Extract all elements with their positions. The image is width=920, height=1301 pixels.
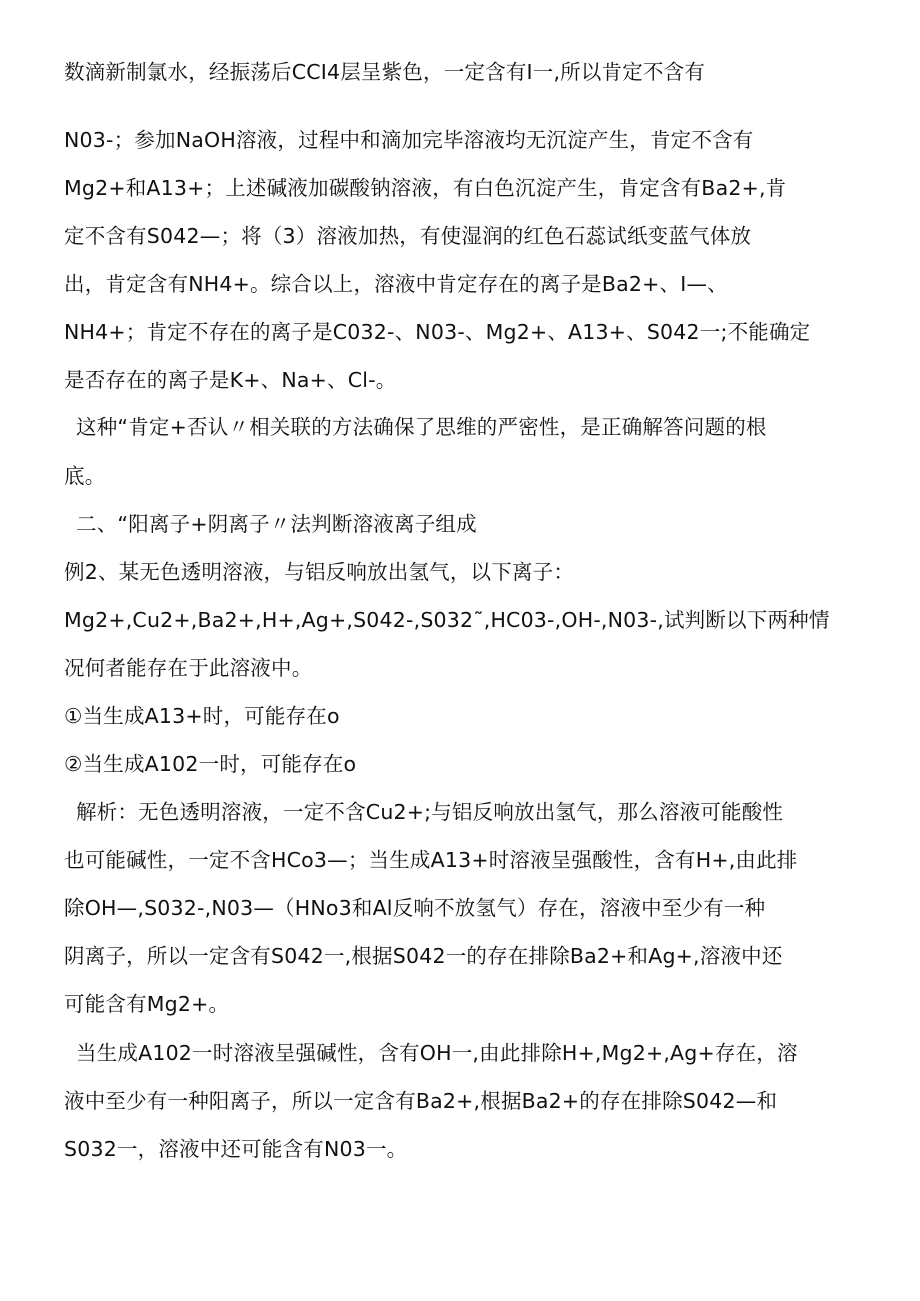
text-line: 也可能碱性，一定不含HCo3—；当生成A13+时溶液呈强酸性，含有H+,由此排 <box>64 848 798 872</box>
text-line: 液中至少有一种阳离子，所以一定含有Ba2+,根据Ba2+的存在排除S042—和 <box>64 1089 778 1113</box>
text-line: 除OH—,S032-,N03—（HNo3和Al反响不放氢气）存在，溶液中至少有一种 <box>64 896 766 920</box>
text-line: S032一，溶液中还可能含有N03一。 <box>64 1137 408 1161</box>
section-heading: 二、“阳离子+阴离子〃法判断溶液离子组成 <box>76 512 477 536</box>
question-item: ②当生成A102一时，可能存在o <box>64 752 357 776</box>
text-line: 底。 <box>64 464 106 488</box>
text-line: 出，肯定含有NH4+。综合以上，溶液中肯定存在的离子是Ba2+、I—、 <box>64 272 728 296</box>
example-title: 例2、某无色透明溶液，与铝反响放出氢气，以下离子： <box>64 560 575 584</box>
text-line: NH4+；肯定不存在的离子是C032-、N03-、Mg2+、A13+、S042一;不能确定 <box>64 320 811 344</box>
text-line: 解析：无色透明溶液，一定不含Cu2+;与铝反响放出氢气，那么溶液可能酸性 <box>76 800 784 824</box>
text-line: Mg2+,Cu2+,Ba2+,H+,Ag+,S042-,S032˜,HC03-,OH-,N03-,试判断以下两种情 <box>64 608 830 632</box>
text-line: 定不含有S042—；将（3）溶液加热，有使湿润的红色石蕊试纸变蓝气体放 <box>64 224 752 248</box>
question-item: ①当生成A13+时，可能存在o <box>64 704 340 728</box>
text-line: 这种“肯定+否认〃相关联的方法确保了思维的严密性，是正确解答问题的根 <box>76 415 767 439</box>
text-line: 是否存在的离子是K+、Na+、Cl-。 <box>64 368 397 392</box>
text-line: Mg2+和A13+；上述碱液加碳酸钠溶液，有白色沉淀产生，肯定含有Ba2+,肯 <box>64 176 787 200</box>
text-line: 数滴新制氯水，经振荡后CCI4层呈紫色，一定含有I一,所以肯定不含有 <box>64 60 706 84</box>
text-line: N03-；参加NaOH溶液，过程中和滴加完毕溶液均无沉淀产生，肯定不含有 <box>64 128 754 152</box>
text-line: 可能含有Mg2+。 <box>64 992 230 1016</box>
text-line: 况何者能存在于此溶液中。 <box>64 656 313 680</box>
text-line: 阴离子，所以一定含有S042一,根据S042一的存在排除Ba2+和Ag+,溶液中还 <box>64 944 783 968</box>
text-line: 当生成A102一时溶液呈强碱性，含有OH一,由此排除H+,Mg2+,Ag+存在，溶 <box>76 1041 798 1065</box>
